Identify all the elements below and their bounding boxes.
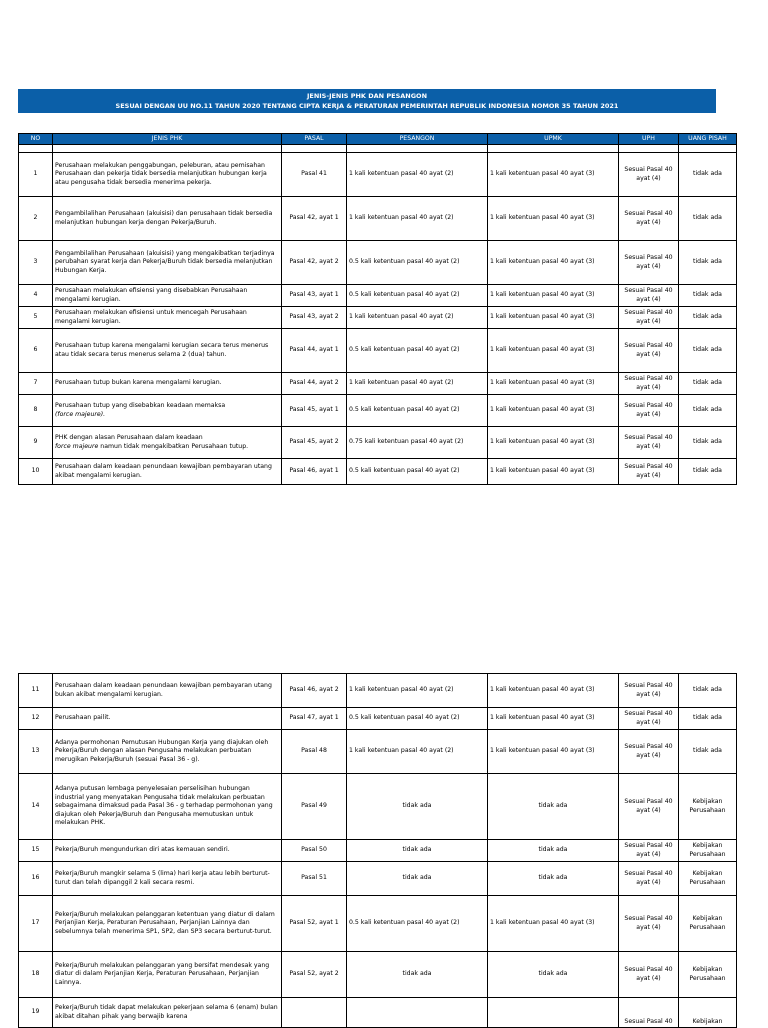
table-row: 8 Perusahaan tutup yang disebabkan keadaan memaksa (force majeure). Pasal 45, ayat 1 0.5 kali ketentuan pasal 40 ayat (2) 1 kali ketentuan pasal 40 ayat (3) Sesuai Pasal 40 ayat (4) tidak ada — [19, 395, 737, 427]
table-row: 19 Pekerja/Buruh tidak dapat melakukan pekerjaan selama 6 (enam) bulan akibat ditahan pihak yang berwajib karena Sesuai Pasal 40 Kebijakan — [19, 998, 737, 1028]
table-row: 14 Adanya putusan lembaga penyelesaian perselisihan hubungan industrial yang menyatakan Pengusaha tidak melakukan perbuatan sebagaimana dimaksud pada Pasal 36 - g terhadap permohonan yang diajukan oleh Pekerja/Buruh dan Pengusaha memutuskan untuk melakukan PHK. Pasal 49 tidak ada tidak ada Sesuai Pasal 40 ayat (4) Kebijakan Perusahaan — [19, 774, 737, 840]
table-row: 4 Perusahaan melakukan efisiensi yang disebabkan Perusahaan mengalami kerugian. Pasal 43, ayat 1 0.5 kali ketentuan pasal 40 ayat (2) 1 kali ketentuan pasal 40 ayat (3) Sesuai Pasal 40 ayat (4) tidak ada — [19, 285, 737, 307]
col-header-uph: UPH — [619, 134, 679, 145]
table-row: 2 Pengambilalihan Perusahaan (akuisisi) dan perusahaan tidak bersedia melanjutkan hubungan kerja dengan Pekerja/Buruh. Pasal 42, ayat 1 1 kali ketentuan pasal 40 ayat (2) 1 kali ketentuan pasal 40 ayat (3) Sesuai Pasal 40 ayat (4) tidak ada — [19, 197, 737, 241]
spacer-row — [19, 145, 737, 153]
table-row: 13 Adanya permohonan Pemutusan Hubungan Kerja yang diajukan oleh Pekerja/Buruh dengan alasan Pengusaha melakukan perbuatan merugikan Pekerja/Buruh (sesuai Pasal 36 - g). Pasal 48 1 kali ketentuan pasal 40 ayat (2) 1 kali ketentuan pasal 40 ayat (3) Sesuai Pasal 40 ayat (4) tidak ada — [19, 730, 737, 774]
table-row: 15 Pekerja/Buruh mengundurkan diri atas kemauan sendiri. Pasal 50 tidak ada tidak ada Sesuai Pasal 40 ayat (4) Kebijakan Perusahaan — [19, 840, 737, 862]
document-subtitle: SESUAI DENGAN UU NO.11 TAHUN 2020 TENTANG CIPTA KERJA & PERATURAN PEMERINTAH REPUBLIK INDONESIA NOMOR 35 TAHUN 2021 — [115, 102, 619, 110]
table-row: 6 Perusahaan tutup karena mengalami kerugian secara terus menerus atau tidak secara terus menerus selama 2 (dua) tahun. Pasal 44, ayat 1 0.5 kali ketentuan pasal 40 ayat (2) 1 kali ketentuan pasal 40 ayat (3) Sesuai Pasal 40 ayat (4) tidak ada — [19, 329, 737, 373]
table-row: 16 Pekerja/Buruh mangkir selama 5 (lima) hari kerja atau lebih berturut-turut dan telah dipanggil 2 kali secara resmi. Pasal 51 tidak ada tidak ada Sesuai Pasal 40 ayat (4) Kebijakan Perusahaan — [19, 862, 737, 896]
jenis-phk-cell: Perusahaan tutup yang disebabkan keadaan memaksa (force majeure). — [53, 395, 282, 427]
table-row: 18 Pekerja/Buruh melakukan pelanggaran yang bersifat mendesak yang diatur di dalam Perjanjian Kerja, Peraturan Perusahaan, Perjanjian Lainnya. Pasal 52, ayat 2 tidak ada tidak ada Sesuai Pasal 40 ayat (4) Kebijakan Perusahaan — [19, 952, 737, 998]
document-title: JENIS-JENIS PHK DAN PESANGON — [306, 92, 428, 100]
col-header-jenis-phk: JENIS PHK — [53, 134, 282, 145]
table-header-row — [19, 134, 737, 145]
table-row: 3 Pengambilalihan Perusahaan (akuisisi) yang mengakibatkan terjadinya perubahan syarat kerja dan Pekerja/Buruh tidak bersedia melanjutkan Hubungan Kerja. Pasal 42, ayat 2 0.5 kali ketentuan pasal 40 ayat (2) 1 kali ketentuan pasal 40 ayat (3) Sesuai Pasal 40 ayat (4) tidak ada — [19, 241, 737, 285]
table-row: 5 Perusahaan melakukan efisiensi untuk mencegah Perusahaan mengalami kerugian. Pasal 43, ayat 2 1 kali ketentuan pasal 40 ayat (2) 1 kali ketentuan pasal 40 ayat (3) Sesuai Pasal 40 ayat (4) tidak ada — [19, 307, 737, 329]
col-header-upmk: UPMK — [488, 134, 619, 145]
col-header-no: NO — [19, 134, 53, 145]
col-header-pasal: PASAL — [282, 134, 347, 145]
col-header-uang-pisah: UANG PISAH — [679, 134, 737, 145]
col-header-pesangon: PESANGON — [347, 134, 488, 145]
phk-table-part-1 — [18, 133, 737, 485]
table-row: 9 PHK dengan alasan Perusahaan dalam keadaan force majeure namun tidak mengakibatkan Perusahaan tutup. Pasal 45, ayat 2 0.75 kali ketentuan pasal 40 ayat (2) 1 kali ketentuan pasal 40 ayat (3) Sesuai Pasal 40 ayat (4) tidak ada — [19, 427, 737, 459]
document-title-banner — [18, 89, 716, 113]
table-row: 7 Perusahaan tutup bukan karena mengalami kerugian. Pasal 44, ayat 2 1 kali ketentuan pasal 40 ayat (2) 1 kali ketentuan pasal 40 ayat (3) Sesuai Pasal 40 ayat (4) tidak ada — [19, 373, 737, 395]
table-row: 12 Perusahaan pailit. Pasal 47, ayat 1 0.5 kali ketentuan pasal 40 ayat (2) 1 kali ketentuan pasal 40 ayat (3) Sesuai Pasal 40 ayat (4) tidak ada — [19, 708, 737, 730]
table-row: 1 Perusahaan melakukan penggabungan, peleburan, atau pemisahan Perusahaan dan pekerja tidak bersedia melanjutkan hubungan kerja atau pengusaha tidak bersedia menerima pekerja. Pasal 41 1 kali ketentuan pasal 40 ayat (2) 1 kali ketentuan pasal 40 ayat (3) Sesuai Pasal 40 ayat (4) tidak ada — [19, 153, 737, 197]
jenis-phk-cell: PHK dengan alasan Perusahaan dalam keadaan force majeure namun tidak mengakibatkan Perusahaan tutup. — [53, 427, 282, 459]
table-row: 10 Perusahaan dalam keadaan penundaan kewajiban pembayaran utang akibat mengalami kerugian. Pasal 46, ayat 1 0.5 kali ketentuan pasal 40 ayat (2) 1 kali ketentuan pasal 40 ayat (3) Sesuai Pasal 40 ayat (4) tidak ada — [19, 459, 737, 485]
table-row: 17 Pekerja/Buruh melakukan pelanggaran ketentuan yang diatur di dalam Perjanjian Kerja, Peraturan Perusahaan, Perjanjian Lainnya dan sebelumnya telah menerima SP1, SP2, dan SP3 secara berturut-turut. Pasal 52, ayat 1 0.5 kali ketentuan pasal 40 ayat (2) 1 kali ketentuan pasal 40 ayat (3) Sesuai Pasal 40 ayat (4) Kebijakan Perusahaan — [19, 896, 737, 952]
table-row: 11 Perusahaan dalam keadaan penundaan kewajiban pembayaran utang bukan akibat mengalami kerugian. Pasal 46, ayat 2 1 kali ketentuan pasal 40 ayat (2) 1 kali ketentuan pasal 40 ayat (3) Sesuai Pasal 40 ayat (4) tidak ada — [19, 674, 737, 708]
phk-table-part-2 — [18, 673, 737, 1028]
